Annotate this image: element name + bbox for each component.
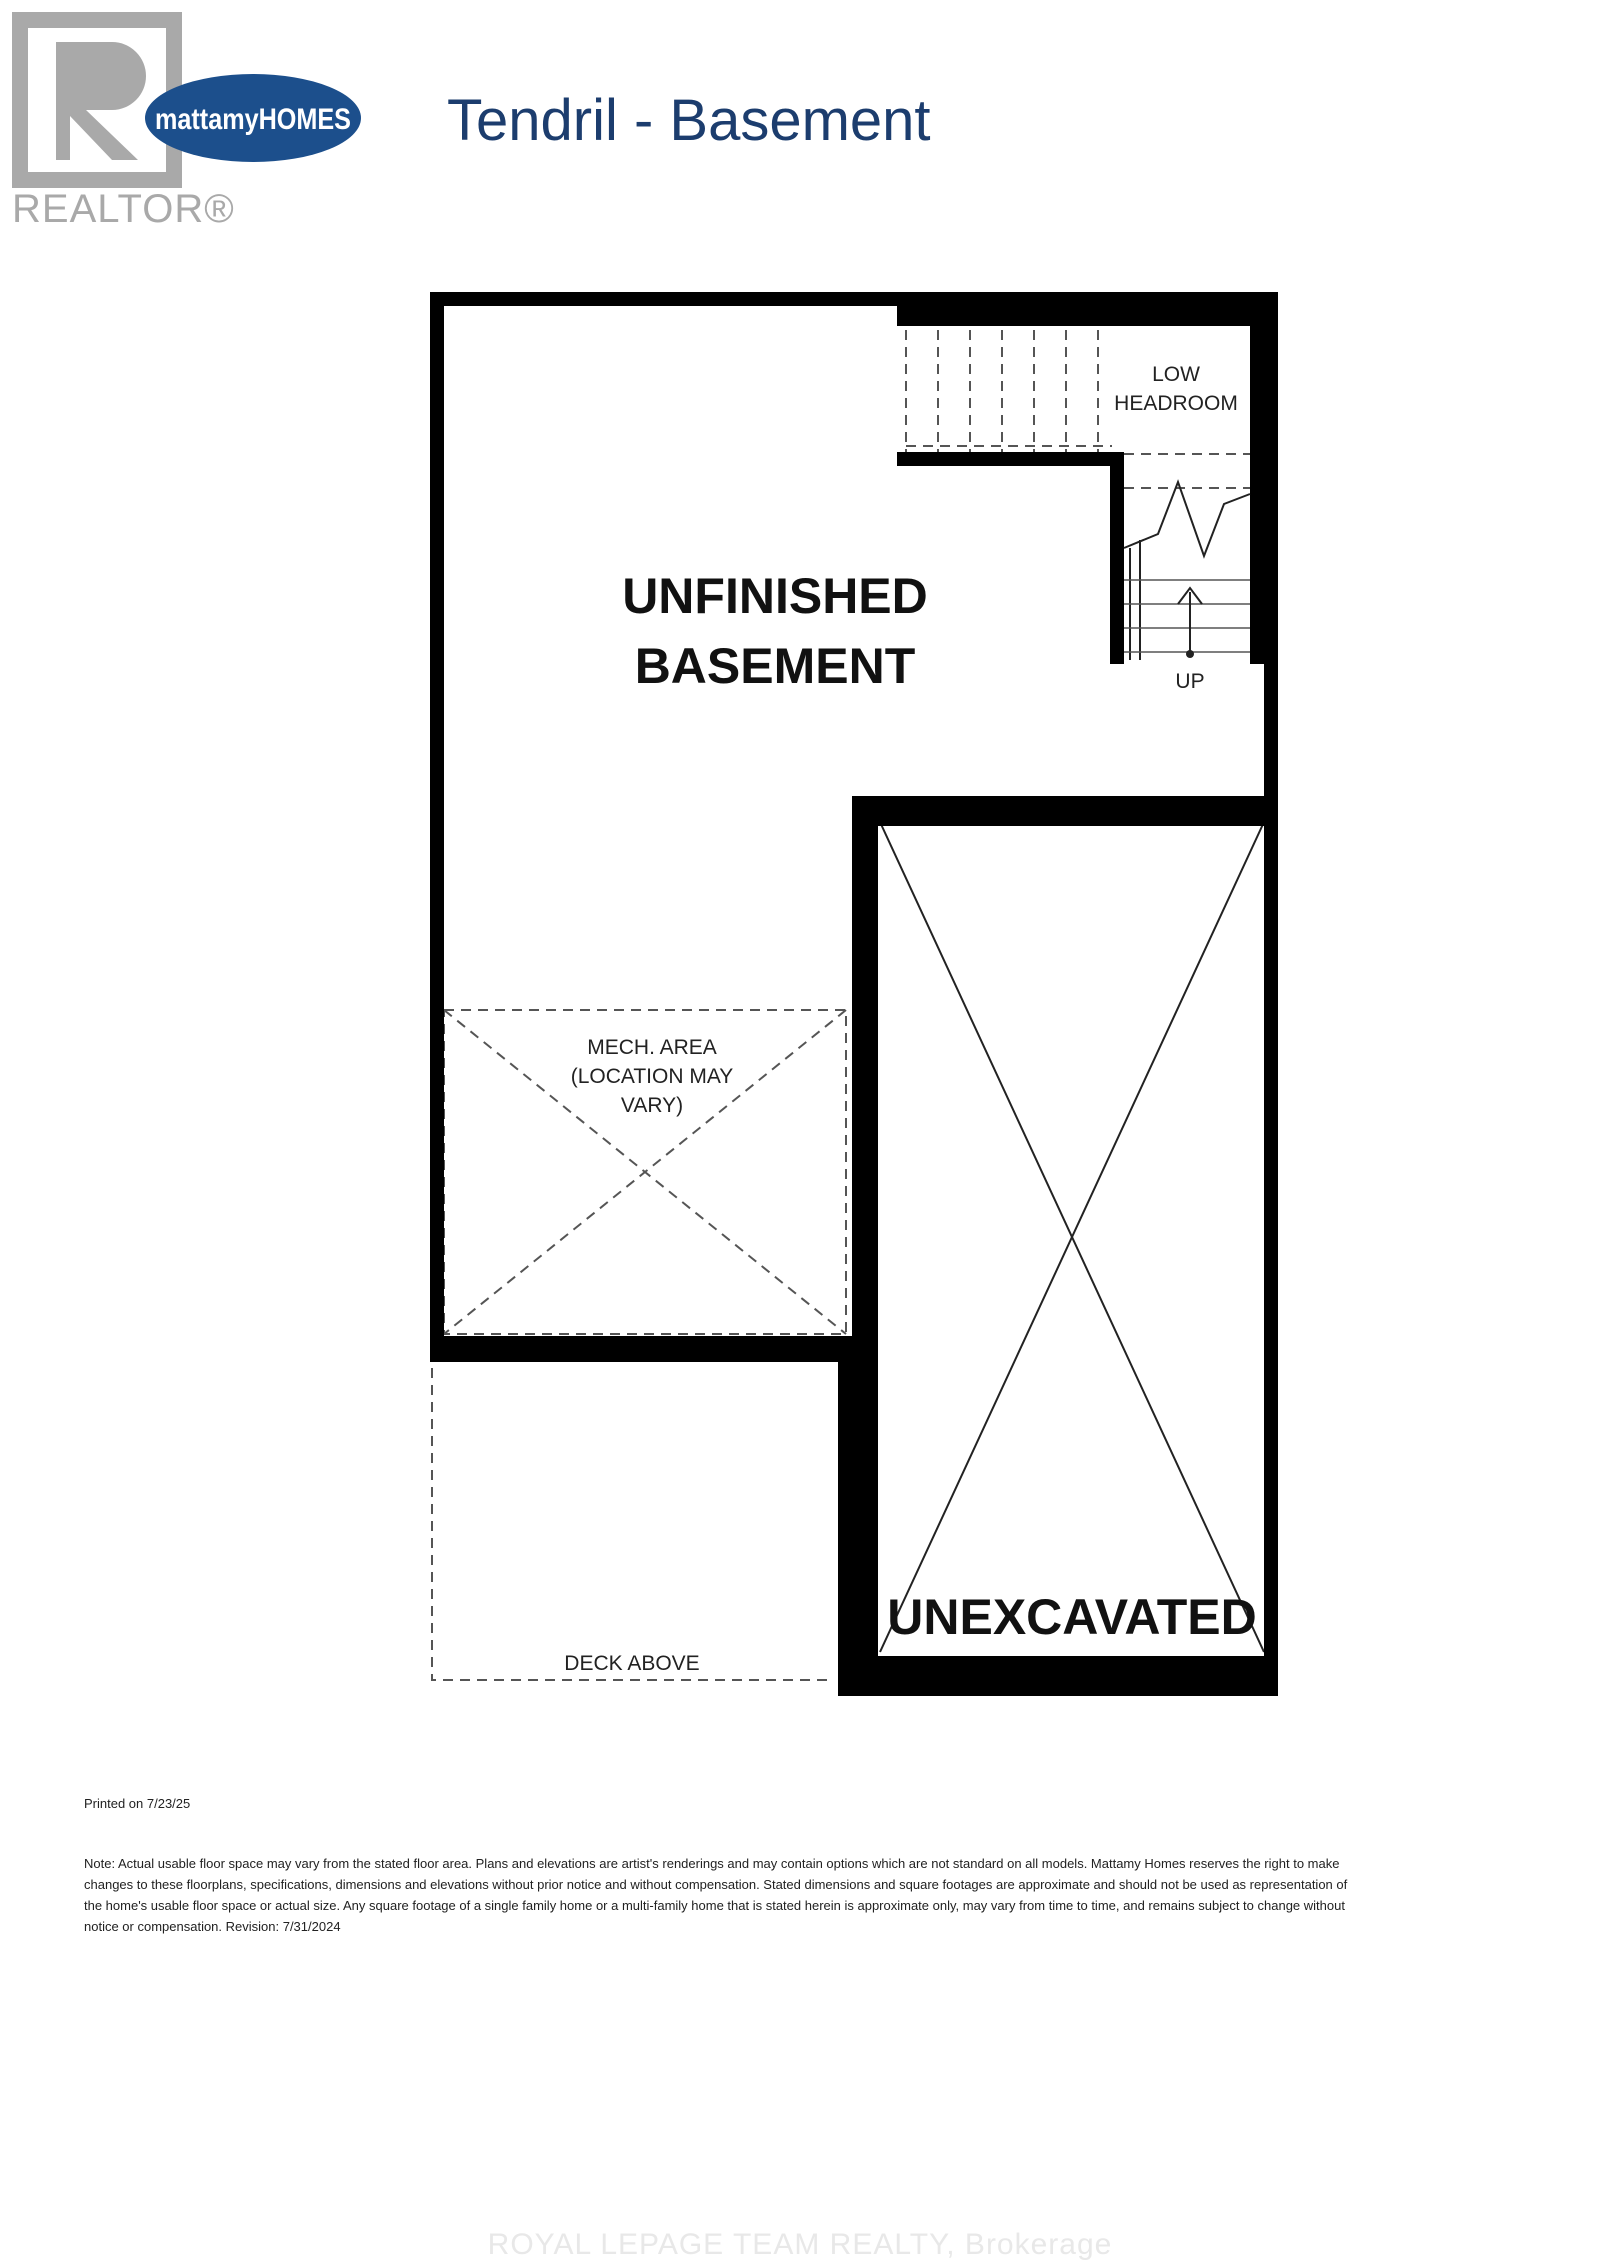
disclaimer-line: the home's usable floor space or actual size. Any square footage of a single family home or a multi-family home that is stated herein is approximate only, may vary from time to time, and remains subject to change without (84, 1898, 1345, 1913)
brokerage-watermark: ROYAL LEPAGE TEAM REALTY, Brokerage (487, 2228, 1113, 2261)
wall-unexcavated-bottom (838, 1656, 1278, 1696)
wall-top-right-thick (897, 292, 1278, 326)
printed-on-date: Printed on 7/23/25 (84, 1796, 191, 1811)
wall-unexcavated-left-lower (838, 1344, 878, 1696)
room-label-unfinished: UNFINISHED (622, 568, 928, 624)
unexcavated-zone (880, 822, 1264, 1652)
disclaimer-note (84, 1853, 1594, 1937)
walls (430, 292, 1278, 1696)
realtor-logo-text: REALTOR® (12, 187, 235, 231)
disclaimer-line: Note: Actual usable floor space may vary from the stated floor area. Plans and elevations are artist's renderings and may contain options which are not standard on all models. Mattamy Homes reserves the right to make (84, 1856, 1340, 1871)
floor-plan (430, 292, 1278, 1696)
mattamy-homes-logo[interactable] (145, 74, 361, 162)
page-title: Tendril - Basement (447, 88, 931, 153)
label-low-headroom-2: HEADROOM (1114, 392, 1238, 415)
label-mech-area-2: (LOCATION MAY (570, 1065, 734, 1088)
label-low-headroom-1: LOW (1152, 363, 1200, 386)
wall-right-edge (1264, 292, 1278, 800)
room-label-unexcavated: UNEXCAVATED (887, 1589, 1257, 1645)
wall-unexcavated-left-upper (852, 796, 878, 1344)
disclaimer-line: changes to these floorplans, specifications, dimensions and elevations without prior notice and without compensation. Stated dimensions and square footages are approximate and should not be used as representation of (84, 1877, 1348, 1892)
up-arrow-dot-icon (1186, 650, 1194, 658)
label-stair-up: UP (1175, 670, 1205, 693)
label-mech-area-1: MECH. AREA (587, 1036, 717, 1059)
stair-break-line (1124, 482, 1250, 556)
room-label-basement: BASEMENT (634, 638, 916, 694)
deck-outline (432, 1368, 834, 1680)
disclaimer-line: notice or compensation. Revision: 7/31/2024 (84, 1919, 341, 1934)
wall-stair-top (897, 452, 1123, 466)
wall-left (430, 292, 444, 1362)
up-stairs (1124, 482, 1250, 660)
wall-unexcavated-right (1264, 796, 1278, 1696)
wall-stair-left (1110, 452, 1124, 664)
wall-unexcavated-top (852, 796, 1278, 826)
label-mech-area-3: VARY) (620, 1094, 684, 1117)
label-deck-above: DECK ABOVE (564, 1652, 700, 1675)
wall-basement-bottom (430, 1336, 878, 1362)
brand-logo-text: mattamyHOMES (155, 103, 351, 136)
